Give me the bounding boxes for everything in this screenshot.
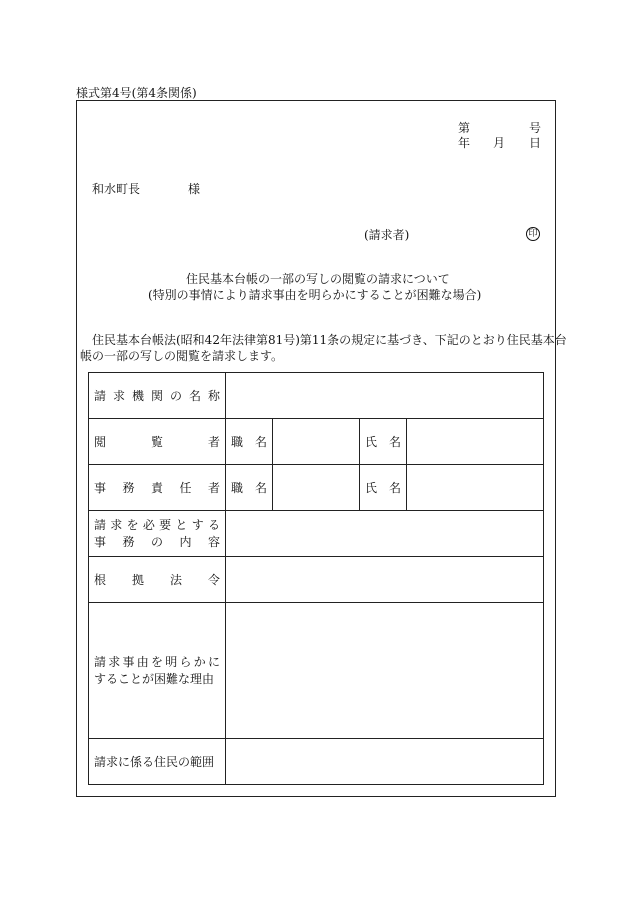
table-row-purpose (89, 511, 544, 557)
viewer-label: 閲覧者 (89, 419, 226, 465)
reason-label-line1: 請求事由を明らかに (94, 654, 220, 669)
date-day: 日 (529, 136, 542, 150)
officer-post-label: 職名 (226, 465, 273, 511)
org-name-field[interactable] (226, 373, 544, 419)
viewer-name-label: 氏名 (360, 419, 407, 465)
document-subtitle: (特別の事情により請求事由を明らかにすることが困難な場合) (148, 288, 482, 302)
table-row-officer (89, 465, 544, 511)
scope-field[interactable] (226, 739, 544, 785)
date-month: 月 (493, 136, 506, 150)
seal-icon: 印 (526, 227, 540, 241)
number-dai: 第 (458, 121, 471, 135)
requester-label: (請求者) (364, 228, 410, 242)
purpose-label-line2: 事務の内容 (94, 534, 220, 549)
table-row-reason (89, 603, 544, 739)
addressee-honorific: 様 (188, 182, 201, 196)
org-name-label: 請求機関の名称 (89, 373, 226, 419)
seal-mark (526, 225, 540, 241)
date-year: 年 (458, 136, 471, 150)
officer-name-field[interactable] (407, 465, 544, 511)
request-form-table (88, 372, 544, 785)
law-label: 根拠法令 (89, 557, 226, 603)
purpose-label (89, 511, 226, 557)
officer-label: 事務責任者 (89, 465, 226, 511)
viewer-post-label: 職名 (226, 419, 273, 465)
body-text-line2: 帳の一部の写しの閲覧を請求します。 (80, 349, 284, 363)
addressee-name: 和水町長 (92, 182, 141, 196)
scope-label: 請求に係る住民の範囲 (89, 739, 226, 785)
number-go: 号 (529, 121, 542, 135)
table-row-viewer (89, 419, 544, 465)
officer-post-field[interactable] (273, 465, 360, 511)
viewer-name-field[interactable] (407, 419, 544, 465)
reason-label (89, 603, 226, 739)
officer-name-label: 氏名 (360, 465, 407, 511)
purpose-field[interactable] (226, 511, 544, 557)
body-text-line1: 住民基本台帳法(昭和42年法律第81号)第11条の規定に基づき、下記のとおり住民基本台 (92, 333, 567, 347)
table-row-scope (89, 739, 544, 785)
form-number-label: 様式第4号(第4条関係) (76, 86, 197, 100)
table-row-law (89, 557, 544, 603)
reason-label-line2: することが困難な理由 (94, 671, 215, 686)
document-title: 住民基本台帳の一部の写しの閲覧の請求について (186, 272, 450, 286)
table-row-organization (89, 373, 544, 419)
reason-field[interactable] (226, 603, 544, 739)
purpose-label-line1: 請求を必要とする (94, 517, 220, 532)
viewer-post-field[interactable] (273, 419, 360, 465)
law-field[interactable] (226, 557, 544, 603)
